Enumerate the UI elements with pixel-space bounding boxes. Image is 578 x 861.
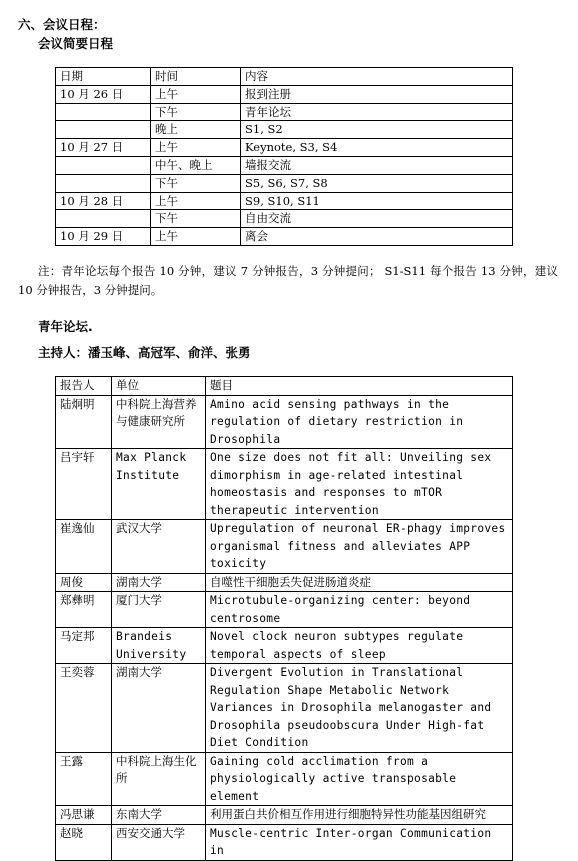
cell-content: 自由交流 [241,210,513,228]
cell-affiliation: 西安交通大学 [112,824,206,860]
table-row [56,592,513,628]
table-row [56,192,513,210]
cell-speaker: 周俊 [56,573,112,592]
cell-speaker: 陆炯明 [56,395,112,449]
cell-affiliation: 中科院上海营养与健康研究所 [112,395,206,449]
cell-title: Novel clock neuron subtypes regulate temporal aspects of sleep [206,628,513,664]
cell-content: S9, S10, S11 [241,192,513,210]
forum-title: 青年论坛. [38,319,93,334]
brief-schedule-title: 会议简要日程 [38,36,114,51]
cell-title: Upregulation of neuronal ER-phagy improves organismal fitness and alleviates APP toxicity [206,520,513,574]
cell-affiliation: 湖南大学 [112,664,206,753]
table-row [56,824,513,860]
header-date: 日期 [56,68,151,86]
forum-hosts: 主持人：潘玉峰、高冠军、俞洋、张勇 [38,345,251,360]
cell-date: 10 月 29 日 [56,228,151,246]
cell-time: 上午 [151,85,241,103]
header-content: 内容 [241,68,513,86]
cell-date [56,174,151,192]
cell-time: 下午 [151,210,241,228]
table-row [56,121,513,139]
cell-content: 青年论坛 [241,103,513,121]
cell-affiliation: Brandeis University [112,628,206,664]
cell-speaker: 赵晓 [56,824,112,860]
header-speaker: 报告人 [56,377,112,396]
cell-title: One size does not fit all: Unveiling sex dimorphism in age-related intestinal homeostasis and responses to mTOR therapeutic intervention [206,449,513,520]
cell-content: Keynote, S3, S4 [241,139,513,157]
cell-speaker: 王奕蓉 [56,664,112,753]
table-row [56,806,513,825]
cell-speaker: 崔逸仙 [56,520,112,574]
table-row [56,174,513,192]
cell-time: 上午 [151,139,241,157]
cell-title: Microtubule-organizing center: beyond centrosome [206,592,513,628]
table-header-row [56,68,513,86]
table-row [56,139,513,157]
table-row [56,520,513,574]
cell-content: S1, S2 [241,121,513,139]
cell-title: Amino acid sensing pathways in the regulation of dietary restriction in Drosophila [206,395,513,449]
header-title: 题目 [206,377,513,396]
table-row [56,103,513,121]
cell-speaker: 吕宇轩 [56,449,112,520]
cell-affiliation: 东南大学 [112,806,206,825]
table-row [56,156,513,174]
cell-date: 10 月 27 日 [56,139,151,157]
cell-title: Divergent Evolution in Translational Regulation Shape Metabolic Network Variances in Drosophila melanogaster and Drosophila pseudoobscura Under High-fat Diet Condition [206,664,513,753]
cell-date: 10 月 28 日 [56,192,151,210]
cell-time: 晚上 [151,121,241,139]
forum-talks-table [55,376,513,861]
cell-affiliation: 武汉大学 [112,520,206,574]
cell-affiliation: 湖南大学 [112,573,206,592]
cell-content: 离会 [241,228,513,246]
cell-content: 报到注册 [241,85,513,103]
cell-affiliation: Max Planck Institute [112,449,206,520]
cell-speaker: 马定邦 [56,628,112,664]
cell-time: 下午 [151,174,241,192]
cell-affiliation: 中科院上海生化所 [112,752,206,806]
cell-time: 上午 [151,228,241,246]
cell-title: 利用蛋白共价相互作用进行细胞特异性功能基因组研究 [206,806,513,825]
cell-speaker: 冯思谦 [56,806,112,825]
cell-speaker: 王露 [56,752,112,806]
cell-content: S5, S6, S7, S8 [241,174,513,192]
table-row [56,628,513,664]
cell-time: 上午 [151,192,241,210]
schedule-note: 注：青年论坛每个报告 10 分钟，建议 7 分钟报告，3 分钟提问； S1-S11 每个报告 13 分钟，建议 10 分钟报告，3 分钟提问。 [18,264,558,297]
cell-time: 下午 [151,103,241,121]
cell-time: 中午、晚上 [151,156,241,174]
cell-title: Muscle-centric Inter-organ Communication in [206,824,513,860]
cell-date: 10 月 26 日 [56,85,151,103]
cell-content: 墙报交流 [241,156,513,174]
table-row [56,228,513,246]
cell-date [56,121,151,139]
section-title: 六、会议日程： [18,17,106,32]
cell-date [56,210,151,228]
table-row [56,752,513,806]
cell-title: 自噬性干细胞丢失促进肠道炎症 [206,573,513,592]
header-affiliation: 单位 [112,377,206,396]
table-row [56,85,513,103]
table-row [56,573,513,592]
table-row [56,664,513,753]
table-row [56,449,513,520]
cell-date [56,156,151,174]
schedule-table [55,67,513,246]
table-row [56,395,513,449]
table-row [56,210,513,228]
cell-title: Gaining cold acclimation from a physiologically active transposable element [206,752,513,806]
table-header-row [56,377,513,396]
header-time: 时间 [151,68,241,86]
cell-speaker: 郑彝明 [56,592,112,628]
cell-date [56,103,151,121]
cell-affiliation: 厦门大学 [112,592,206,628]
